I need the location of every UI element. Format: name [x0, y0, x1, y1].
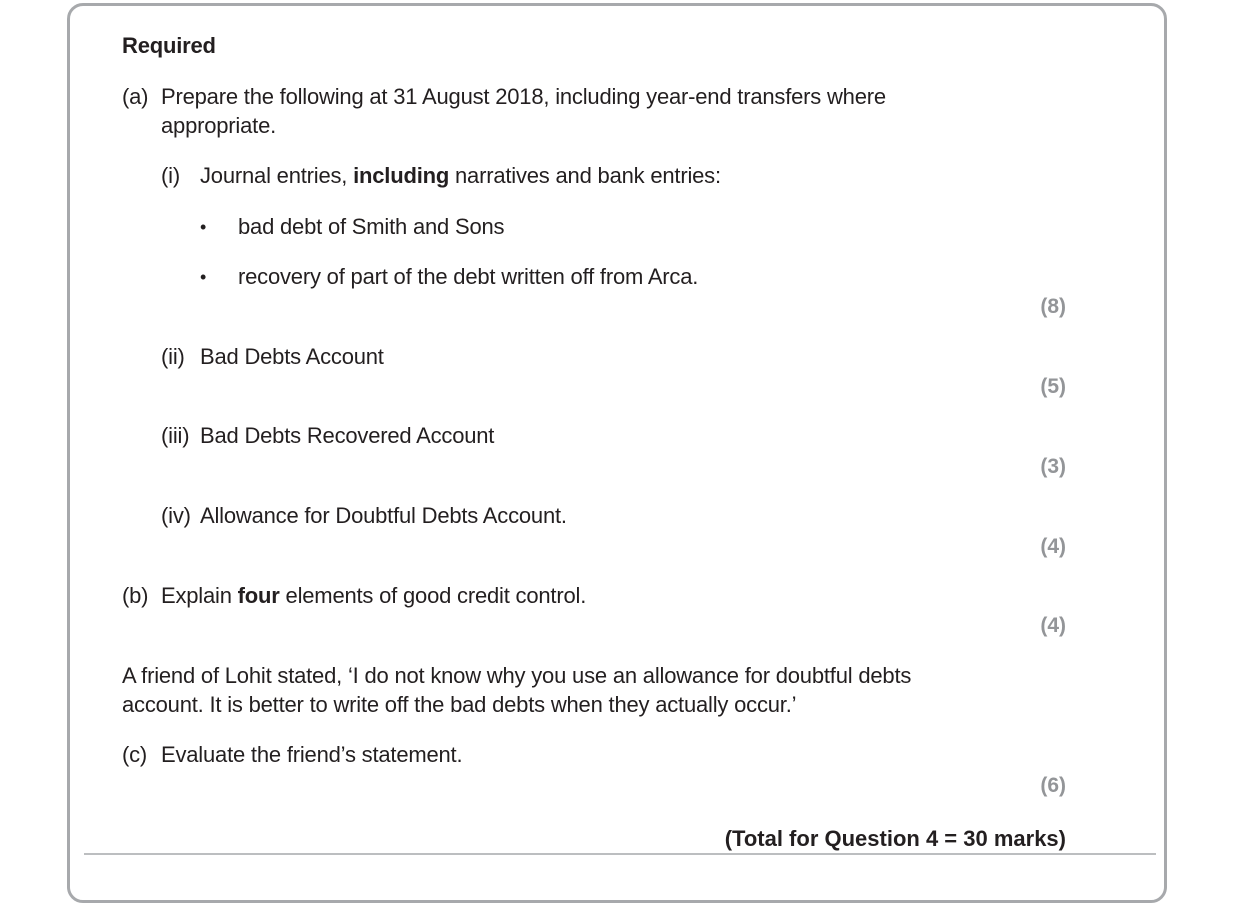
- part-b-text-bold: four: [237, 583, 280, 608]
- part-b-text-before: Explain: [161, 583, 238, 608]
- bullet-icon: •: [200, 217, 207, 237]
- part-a-iv-label: (iv): [161, 503, 191, 528]
- bullet-icon: •: [200, 267, 207, 287]
- part-a-iii-label: (iii): [161, 423, 190, 448]
- part-a-iii-text: Bad Debts Recovered Account: [200, 423, 495, 448]
- part-a-i-text-bold: including: [353, 163, 450, 188]
- part-c-label: (c): [122, 742, 148, 767]
- part-a-iv-marks: (4): [1040, 535, 1066, 558]
- part-a-ii-text: Bad Debts Account: [200, 344, 384, 369]
- part-a-i-label: (i): [161, 163, 180, 188]
- required-heading: Required: [122, 33, 216, 58]
- part-a-i-text: [200, 161, 721, 190]
- part-b-text: [161, 581, 586, 610]
- part-c-marks: (6): [1040, 774, 1066, 797]
- total-marks: (Total for Question 4 = 30 marks): [724, 826, 1066, 851]
- part-a-ii-marks: (5): [1040, 375, 1066, 398]
- quote-line-2: account. It is better to write off the bad debts when they actually occur.’: [122, 692, 797, 717]
- quote-line-1: A friend of Lohit stated, ‘I do not know why you use an allowance for doubtful debts: [122, 663, 912, 688]
- part-a-i-text-after: narratives and bank entries:: [449, 163, 721, 188]
- part-a-i-bullet-2: recovery of part of the debt written off from Arca.: [238, 264, 699, 289]
- part-a-label: (a): [122, 84, 149, 109]
- part-a-iv-text: Allowance for Doubtful Debts Account.: [200, 503, 567, 528]
- bottom-rule: [84, 853, 1156, 855]
- part-a-text-line2: appropriate.: [161, 113, 277, 138]
- part-b-text-after: elements of good credit control.: [279, 583, 587, 608]
- part-a-text-line1: Prepare the following at 31 August 2018, including year-end transfers where: [161, 84, 886, 109]
- part-b-marks: (4): [1040, 614, 1066, 637]
- part-a-iii-marks: (3): [1040, 455, 1066, 478]
- part-a-ii-label: (ii): [161, 344, 185, 369]
- part-a-i-marks: (8): [1040, 295, 1066, 318]
- part-c-text: Evaluate the friend’s statement.: [161, 742, 463, 767]
- part-a-i-text-before: Journal entries,: [200, 163, 354, 188]
- part-a-i-bullet-1: bad debt of Smith and Sons: [238, 214, 505, 239]
- part-b-label: (b): [122, 583, 149, 608]
